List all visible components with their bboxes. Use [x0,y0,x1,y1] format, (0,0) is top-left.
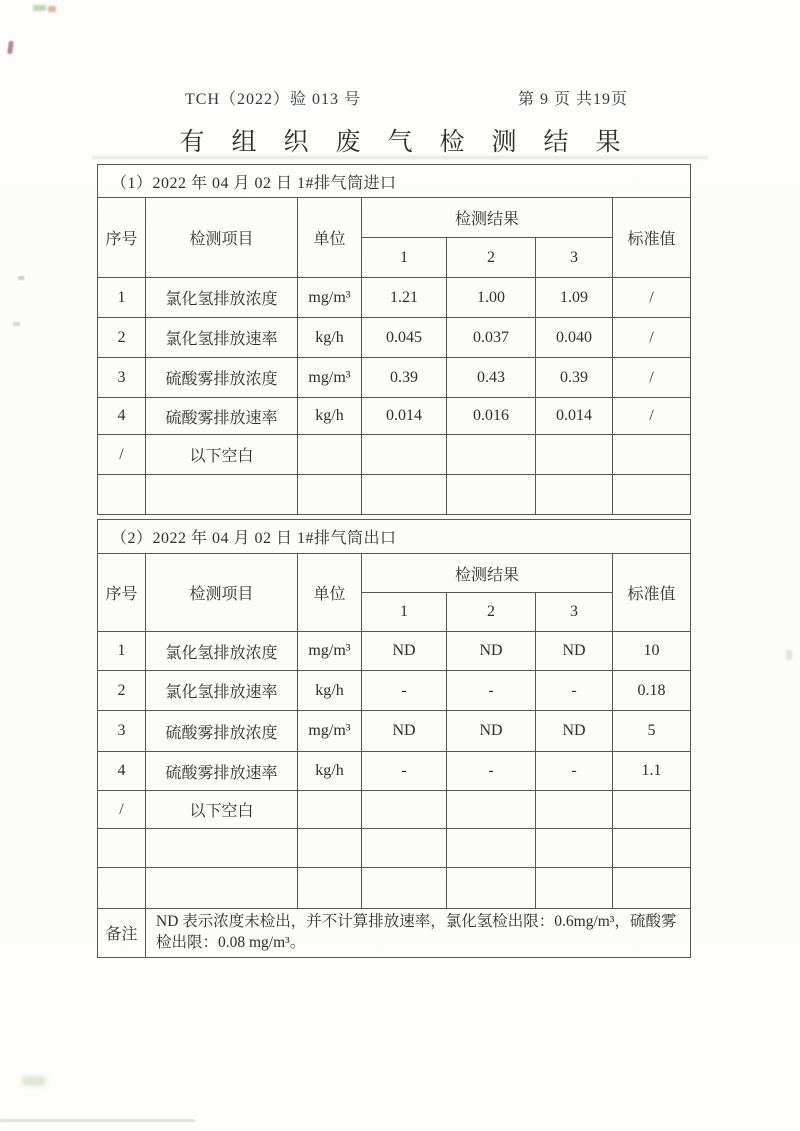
cell-unit: mg/m³ [298,711,362,752]
cell-item: 氯化氢排放浓度 [146,632,298,671]
cell-item: 氯化氢排放速率 [146,671,298,711]
cell-result-1 [362,791,447,829]
header-result-3: 3 [536,238,613,278]
cell-result-1 [362,475,447,515]
table-row [98,318,691,358]
cell-result-2: 0.016 [447,398,536,435]
cell-seq: 4 [98,398,146,435]
cell-item: 以下空白 [146,791,298,829]
cell-result-2: - [447,752,536,791]
cell-result-1: 1.21 [362,278,447,318]
table1-header-row-1 [98,198,691,238]
cell-result-1: - [362,752,447,791]
scan-artifact [18,276,24,280]
header-item: 检测项目 [146,198,298,278]
cell-result-2: 0.43 [447,358,536,398]
cell-seq: 1 [98,632,146,671]
cell-result-2 [447,829,536,868]
header-seq: 序号 [98,554,146,632]
cell-result-2: ND [447,632,536,671]
cell-standard: 10 [613,632,691,671]
cell-item: 硫酸雾排放浓度 [146,711,298,752]
section1-caption-row [98,165,691,198]
cell-result-3 [536,791,613,829]
header-result-1: 1 [362,238,447,278]
remark-label: 备注 [98,909,146,958]
table-row [98,398,691,435]
cell-result-2: - [447,671,536,711]
cell-result-2: 1.00 [447,278,536,318]
cell-seq [98,868,146,909]
header-item: 检测项目 [146,554,298,632]
cell-unit [298,435,362,475]
cell-seq: 1 [98,278,146,318]
scan-artifact [0,1119,195,1122]
cell-unit: mg/m³ [298,278,362,318]
cell-unit [298,868,362,909]
cell-result-3: - [536,671,613,711]
cell-item: 氯化氢排放浓度 [146,278,298,318]
page-title-text: 有组织废气检测结果 [179,129,648,156]
cell-result-1: ND [362,711,447,752]
table-row [98,358,691,398]
cell-result-1 [362,829,447,868]
cell-item: 硫酸雾排放浓度 [146,358,298,398]
remark-text: ND 表示浓度未检出，并不计算排放速率，氯化氢检出限：0.6mg/m³，硫酸雾检出限：0.08 mg/m³。 [146,909,691,958]
cell-result-3: 0.040 [536,318,613,358]
cell-result-1: - [362,671,447,711]
scan-artifact [786,650,792,660]
cell-item: 氯化氢排放速率 [146,318,298,358]
cell-seq: / [98,435,146,475]
cell-result-2 [447,435,536,475]
cell-result-3: 0.39 [536,358,613,398]
table-row [98,791,691,829]
cell-result-3 [536,868,613,909]
cell-unit [298,791,362,829]
cell-result-3 [536,829,613,868]
cell-result-3: - [536,752,613,791]
cell-item: 硫酸雾排放速率 [146,398,298,435]
cell-standard: / [613,358,691,398]
header-standard: 标准值 [613,198,691,278]
table-row [98,829,691,868]
cell-unit: mg/m³ [298,632,362,671]
cell-standard [613,791,691,829]
cell-standard [613,829,691,868]
header-result-1: 1 [362,593,447,632]
cell-standard: / [613,278,691,318]
cell-result-3: 0.014 [536,398,613,435]
scan-artifact [48,6,56,12]
cell-result-3: ND [536,632,613,671]
header-result-2: 2 [447,593,536,632]
cell-seq [98,475,146,515]
cell-seq: 4 [98,752,146,791]
table2-header-row-1 [98,554,691,593]
scan-artifact [7,41,14,55]
cell-standard: 5 [613,711,691,752]
cell-standard [613,475,691,515]
header-unit: 单位 [298,198,362,278]
doc-number: TCH（2022）验 013 号 [185,91,362,108]
cell-seq: 2 [98,318,146,358]
cell-result-1: ND [362,632,447,671]
cell-unit: kg/h [298,318,362,358]
cell-unit: kg/h [298,752,362,791]
header-results-group: 检测结果 [362,198,613,238]
table-outlet [97,519,691,958]
header-seq: 序号 [98,198,146,278]
cell-unit: mg/m³ [298,358,362,398]
table-row [98,435,691,475]
page-indicator: 第 9 页 共19页 [518,91,629,108]
section1-caption: （1）2022 年 04 月 02 日 1#排气筒进口 [98,165,691,198]
header-results-group: 检测结果 [362,554,613,593]
cell-result-1 [362,435,447,475]
cell-seq: 3 [98,358,146,398]
scan-artifact [13,322,20,326]
scan-artifact [22,1076,46,1086]
cell-result-1: 0.014 [362,398,447,435]
cell-result-3 [536,435,613,475]
cell-result-1: 0.045 [362,318,447,358]
cell-result-3: 1.09 [536,278,613,318]
cell-seq: 3 [98,711,146,752]
table-row [98,475,691,515]
cell-standard [613,868,691,909]
cell-seq: 2 [98,671,146,711]
cell-seq [98,829,146,868]
cell-unit [298,475,362,515]
cell-result-2: 0.037 [447,318,536,358]
table-row [98,752,691,791]
header-result-3: 3 [536,593,613,632]
table-row [98,278,691,318]
cell-item: 硫酸雾排放速率 [146,752,298,791]
cell-result-1: 0.39 [362,358,447,398]
cell-item [146,829,298,868]
cell-item: 以下空白 [146,435,298,475]
table-inlet [97,164,691,515]
table-row [98,632,691,671]
cell-standard: 0.18 [613,671,691,711]
cell-seq: / [98,791,146,829]
cell-item [146,868,298,909]
cell-result-1 [362,868,447,909]
cell-result-2 [447,868,536,909]
cell-result-3: ND [536,711,613,752]
cell-standard: 1.1 [613,752,691,791]
table-row [98,868,691,909]
page-title [0,122,800,158]
section2-caption: （2）2022 年 04 月 02 日 1#排气筒出口 [98,520,691,554]
cell-item [146,475,298,515]
cell-result-2 [447,475,536,515]
cell-standard: / [613,318,691,358]
section2-caption-row [98,520,691,554]
remark-row [98,909,691,958]
header-result-2: 2 [447,238,536,278]
cell-unit: kg/h [298,671,362,711]
cell-result-3 [536,475,613,515]
header-unit: 单位 [298,554,362,632]
table-row [98,711,691,752]
header-standard: 标准值 [613,554,691,632]
table-row [98,671,691,711]
cell-standard: / [613,398,691,435]
cell-standard [613,435,691,475]
cell-result-2: ND [447,711,536,752]
cell-unit: kg/h [298,398,362,435]
cell-unit [298,829,362,868]
scan-artifact [33,5,46,11]
cell-result-2 [447,791,536,829]
